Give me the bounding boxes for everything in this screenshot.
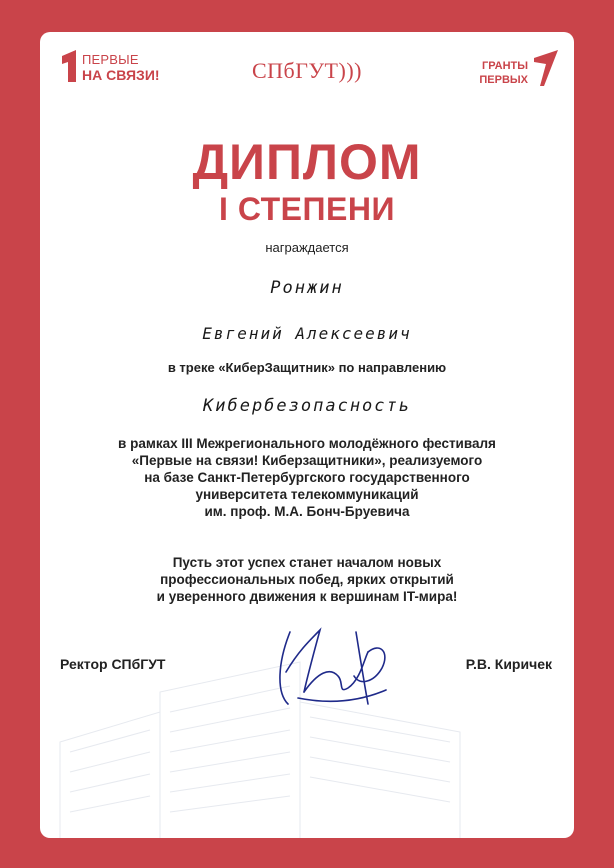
festival-line: университета телекоммуникаций xyxy=(195,487,419,502)
wish-line: профессиональных побед, ярких открытий xyxy=(160,572,454,587)
wish-line: Пусть этот успех станет началом новых xyxy=(172,555,442,570)
diploma-title: ДИПЛОМ xyxy=(192,134,422,190)
granty-pervyh-logo xyxy=(460,48,560,88)
rector-signature xyxy=(268,612,398,712)
logo-mark-icon xyxy=(58,48,80,82)
festival-line: в рамках III Межрегионального молодёжного фестиваля xyxy=(118,436,496,451)
logo-left-line1: ПЕРВЫЕ xyxy=(82,52,139,67)
rector-name: Р.В. Киричек xyxy=(465,656,552,672)
wish-paragraph xyxy=(40,554,574,605)
pervye-na-svyazi-logo xyxy=(58,48,178,88)
awarded-label: награждается xyxy=(265,240,349,255)
logo-left-line2: НА СВЯЗИ! xyxy=(82,67,160,83)
track-text: в треке «КиберЗащитник» по направлению xyxy=(167,360,447,375)
diploma-sheet xyxy=(40,32,574,838)
recipient-names: Евгений Алексеевич xyxy=(202,324,412,343)
wish-line: и уверенного движения к вершинам IT-мира! xyxy=(156,589,458,604)
festival-line: «Первые на связи! Киберзащитники», реализуемого xyxy=(131,453,483,468)
festival-line: на базе Санкт-Петербургского государственного xyxy=(144,470,470,485)
spbgut-logo: СПбГУТ))) xyxy=(252,58,362,83)
recipient-surname: Ронжин xyxy=(270,278,344,298)
logo-mark-icon xyxy=(532,50,560,86)
specialization: Кибербезопасность xyxy=(203,396,411,416)
festival-paragraph xyxy=(40,435,574,520)
logo-right-line2: ПЕРВЫХ xyxy=(479,74,528,86)
festival-line: им. проф. М.А. Бонч-Бруевича xyxy=(204,504,410,519)
diploma-degree: I СТЕПЕНИ xyxy=(219,191,395,227)
logo-right-line1: ГРАНТЫ xyxy=(482,60,528,72)
rector-title: Ректор СПбГУТ xyxy=(60,656,166,672)
